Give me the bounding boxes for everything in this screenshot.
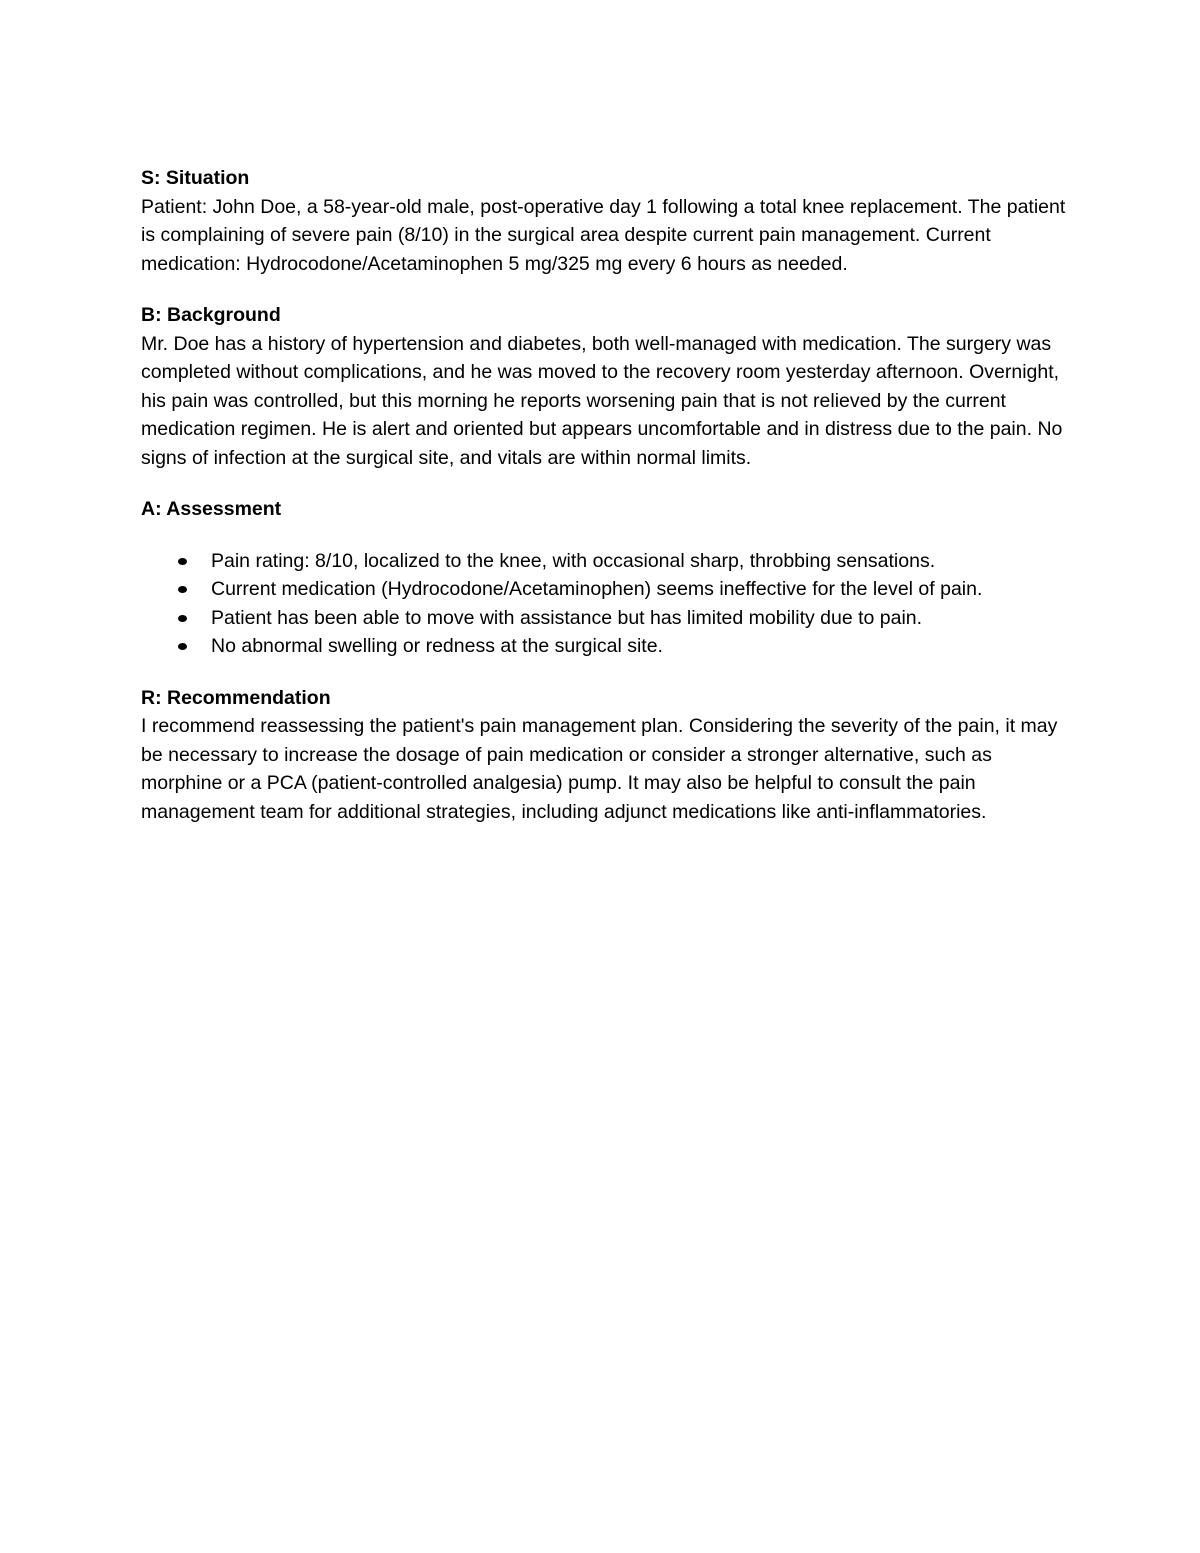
situation-section — [141, 164, 1071, 278]
background-text: Mr. Doe has a history of hypertension and diabetes, both well-managed with medication. The surgery was completed without complications, and he was moved to the recovery room yesterday afternoon. Overnight, his pain was controlled, but this morning he reports worsening pain that is not relieved by the current medication regimen. He is alert and oriented but appears uncomfortable and in distress due to the pain. No signs of infection at the surgical site, and vitals are within normal limits. — [141, 332, 1063, 469]
list-item — [141, 547, 1071, 576]
recommendation-heading: R: Recommendation — [141, 686, 331, 709]
situation-text: Patient: John Doe, a 58-year-old male, post-operative day 1 following a total knee replacement. The patient is complaining of severe pain (8/10) in the surgical area despite current pain management. Current medication: Hydrocodone/Acetaminophen 5 mg/325 mg every 6 hours as needed. — [141, 195, 1066, 275]
assessment-list — [141, 547, 1071, 661]
list-item — [141, 632, 1071, 661]
list-item — [141, 575, 1071, 604]
list-item-text: Current medication (Hydrocodone/Acetaminophen) seems ineffective for the level of pain. — [211, 578, 983, 600]
background-heading: B: Background — [141, 304, 281, 326]
situation-heading: S: Situation — [141, 167, 250, 189]
recommendation-section — [141, 684, 1071, 827]
list-item-text: Pain rating: 8/10, localized to the knee, with occasional sharp, throbbing sensations. — [211, 549, 936, 572]
bullet-icon — [178, 615, 187, 622]
assessment-heading: A: Assessment — [141, 498, 282, 520]
list-item-text: Patient has been able to move with assistance but has limited mobility due to pain. — [211, 606, 923, 629]
bullet-icon — [178, 558, 187, 565]
background-section — [141, 301, 1071, 472]
document-page — [141, 164, 1071, 849]
list-item — [141, 604, 1071, 633]
list-item-text: No abnormal swelling or redness at the surgical site. — [211, 635, 663, 657]
bullet-icon — [178, 586, 187, 593]
recommendation-text: I recommend reassessing the patient's pain management plan. Considering the severity of the pain, it may be necessary to increase the dosage of pain medication or consider a stronger alternative, such as morphine or a PCA (patient-controlled analgesia) pump. It may also be helpful to consult the pain management team for additional strategies, including adjunct medications like anti-inflammatories. — [141, 715, 1058, 823]
bullet-icon — [178, 643, 187, 650]
assessment-section — [141, 495, 1071, 661]
